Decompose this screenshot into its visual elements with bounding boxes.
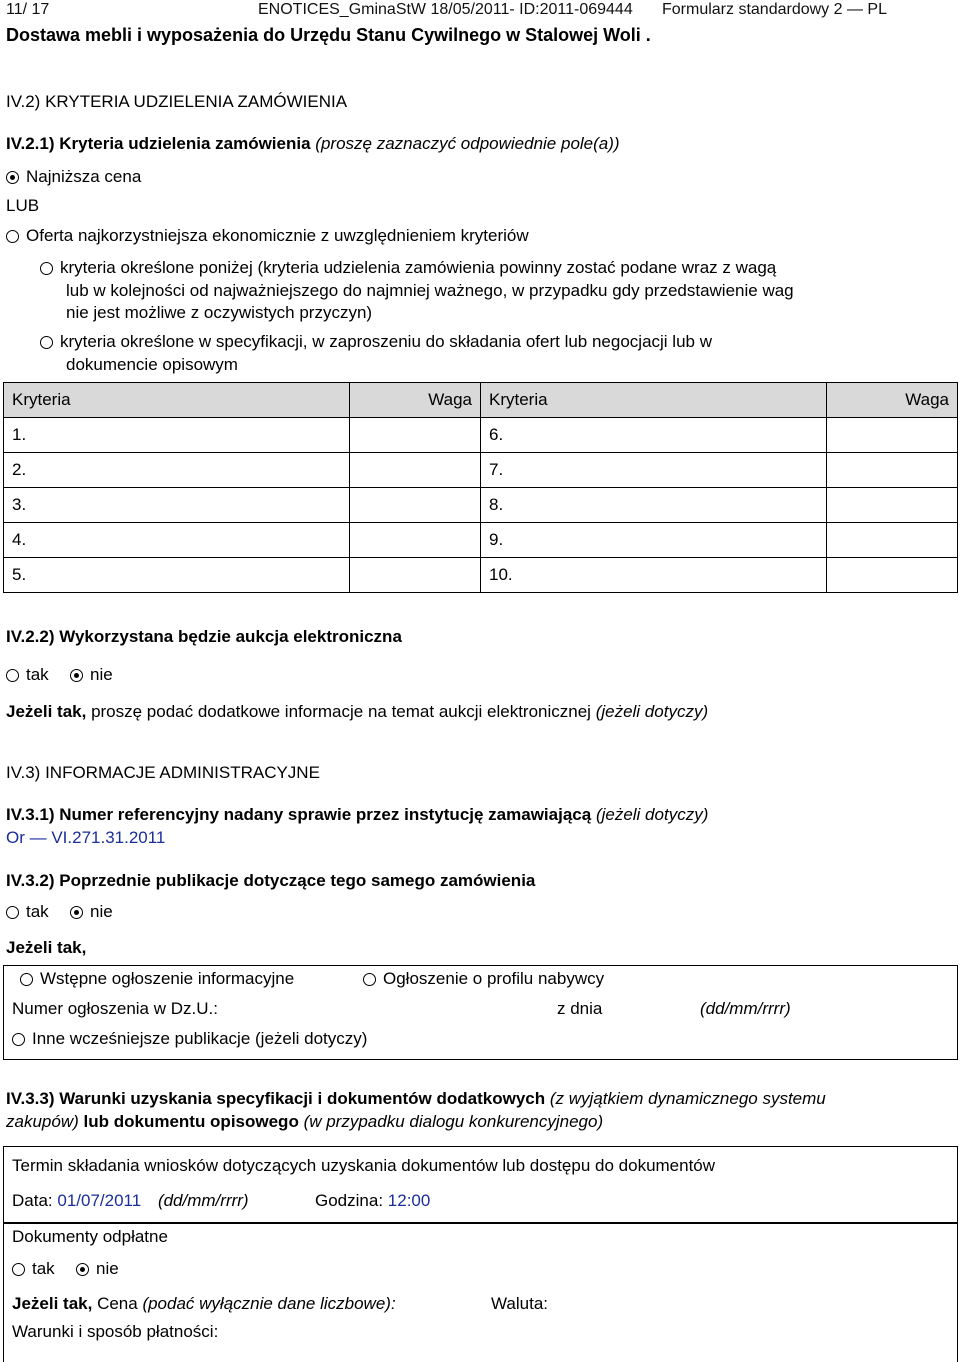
paid-no-label: nie <box>96 1259 119 1278</box>
header-criteria-1: Kryteria <box>4 383 350 418</box>
auction-heading: IV.2.2) Wykorzystana będzie aukcja elektroniczna <box>6 627 402 646</box>
weight-cell <box>350 488 481 523</box>
criteria-cell: 2. <box>4 453 350 488</box>
section-heading-iv2: IV.2) KRYTERIA UDZIELENIA ZAMÓWIENIA <box>6 92 348 111</box>
data-format: (dd/mm/rrrr) <box>157 1191 249 1210</box>
lub-label: LUB <box>6 196 40 215</box>
criteria-cell: 4. <box>4 523 350 558</box>
reference-heading <box>6 805 708 825</box>
paid-yes-label: tak <box>32 1259 55 1278</box>
table-header-row <box>4 383 958 418</box>
option-criteria-below[interactable] <box>40 258 776 278</box>
price-label: Cena <box>97 1294 138 1313</box>
weight-cell <box>827 558 958 593</box>
auction-if-yes-label: Jeżeli tak, <box>6 702 87 721</box>
notice-number-label: Numer ogłoszenia w Dz.U.: <box>12 999 218 1018</box>
time-label: Godzina: <box>315 1191 384 1210</box>
weight-cell <box>827 418 958 453</box>
buyer-profile-label: Ogłoszenie o profilu nabywcy <box>383 969 605 988</box>
criteria-cell: 1. <box>4 418 350 453</box>
criteria-cell: 3. <box>4 488 350 523</box>
table-row <box>4 418 958 453</box>
section-heading-iv3: IV.3) INFORMACJE ADMINISTRACYJNE <box>6 763 320 782</box>
criteria-heading <box>6 134 620 154</box>
header-criteria-2: Kryteria <box>480 383 826 418</box>
radio-unchecked-icon <box>12 1033 25 1046</box>
conditions-heading-label2: lub dokumentu opisowego <box>83 1112 299 1131</box>
paid-no[interactable] <box>76 1259 119 1279</box>
radio-unchecked-icon <box>40 262 53 275</box>
auction-no[interactable] <box>70 665 113 685</box>
table-row <box>4 488 958 523</box>
header-weight-2: Waga <box>827 383 958 418</box>
paid-yes[interactable] <box>12 1259 55 1279</box>
radio-checked-icon <box>6 171 19 184</box>
weight-cell <box>350 558 481 593</box>
criteria-cell: 6. <box>480 418 826 453</box>
weight-cell <box>827 488 958 523</box>
option-criteria-below-line2: lub w kolejności od najważniejszego do najmniej ważnego, w przypadku gdy przedstawienie wag <box>66 281 794 300</box>
radio-unchecked-icon <box>40 336 53 349</box>
criteria-heading-label: IV.2.1) Kryteria udzielenia zamówienia <box>6 134 311 153</box>
table-row <box>4 523 958 558</box>
other-prior-label: Inne wcześniejsze publikacje (jeżeli dotyczy) <box>32 1029 368 1048</box>
criteria-table <box>3 382 958 593</box>
prev-yes-label: tak <box>26 902 49 921</box>
prev-no[interactable] <box>70 902 113 922</box>
criteria-cell: 10. <box>480 558 826 593</box>
time-value: 12:00 <box>387 1191 431 1210</box>
conditions-heading <box>6 1089 826 1109</box>
weight-cell <box>350 523 481 558</box>
table-row <box>4 453 958 488</box>
header-weight-1: Waga <box>350 383 481 418</box>
prev-yes[interactable] <box>6 902 49 922</box>
radio-unchecked-icon <box>363 973 376 986</box>
auction-if-applicable: (jeżeli dotyczy) <box>595 702 709 721</box>
form-type: Formularz standardowy 2 — PL <box>662 1 887 18</box>
prior-info-option[interactable] <box>20 969 294 989</box>
auction-no-label: nie <box>90 665 113 684</box>
criteria-cell: 8. <box>480 488 826 523</box>
criteria-heading-note: (proszę zaznaczyć odpowiednie pole(a)) <box>315 134 620 153</box>
payment-terms-label: Warunki i sposób płatności: <box>12 1322 219 1341</box>
conditions-heading-line2 <box>6 1112 603 1132</box>
doc-title: Dostawa mebli i wyposażenia do Urzędu Stanu Cywilnego w Stalowej Woli . <box>6 25 651 45</box>
option-criteria-below-line3: nie jest możliwe z oczywistych przyczyn) <box>66 303 373 322</box>
auction-yes[interactable] <box>6 665 49 685</box>
previous-publications-heading: IV.3.2) Poprzednie publikacje dotyczące tego samego zamówienia <box>6 871 536 890</box>
auction-yes-label: tak <box>26 665 49 684</box>
price-note: (podać wyłącznie dane liczbowe): <box>142 1294 396 1313</box>
data-label: Data: <box>12 1191 53 1210</box>
option-criteria-spec[interactable] <box>40 332 712 352</box>
weight-cell <box>350 418 481 453</box>
conditions-heading-note2: zakupów) <box>6 1112 79 1131</box>
data-value: 01/07/2011 <box>57 1191 142 1210</box>
radio-unchecked-icon <box>20 973 33 986</box>
conditions-heading-note3: (w przypadku dialogu konkurencyjnego) <box>303 1112 604 1131</box>
option-criteria-spec-label: kryteria określone w specyfikacji, w zaproszeniu do składania ofert lub negocjacji lub w <box>60 332 712 351</box>
prev-if-yes: Jeżeli tak, <box>6 938 87 957</box>
from-date-label: z dnia <box>557 999 603 1018</box>
radio-unchecked-icon <box>12 1263 25 1276</box>
prev-no-label: nie <box>90 902 113 921</box>
currency-label: Waluta: <box>491 1294 549 1313</box>
option-most-advantageous[interactable] <box>6 226 529 246</box>
page-number: 11/ 17 <box>6 1 50 18</box>
option-criteria-below-label: kryteria określone poniżej (kryteria udzielenia zamówienia powinny zostać podane wraz z wagą <box>60 258 777 277</box>
price-if-yes: Jeżeli tak, <box>12 1294 93 1313</box>
option-most-advantageous-label: Oferta najkorzystniejsza ekonomicznie z uwzględnieniem kryteriów <box>26 226 529 245</box>
radio-checked-icon <box>70 906 83 919</box>
table-row <box>4 558 958 593</box>
reference-value: Or — VI.271.31.2011 <box>6 828 166 847</box>
option-lowest-price-label: Najniższa cena <box>26 167 142 186</box>
notice-id: ENOTICES_GminaStW 18/05/2011- ID:2011-069444 <box>258 1 633 18</box>
deadline-label: Termin składania wniosków dotyczących uzyskania dokumentów lub dostępu do dokumentów <box>12 1156 716 1175</box>
reference-heading-label: IV.3.1) Numer referencyjny nadany sprawie przez instytucję zamawiającą <box>6 805 592 824</box>
deadline-date <box>12 1191 249 1211</box>
criteria-cell: 7. <box>480 453 826 488</box>
auction-if-yes <box>6 702 708 722</box>
option-lowest-price[interactable] <box>6 167 141 187</box>
conditions-heading-label: IV.3.3) Warunki uzyskania specyfikacji i dokumentów dodatkowych <box>6 1089 546 1108</box>
criteria-cell: 9. <box>480 523 826 558</box>
paid-docs-label: Dokumenty odpłatne <box>12 1227 168 1246</box>
buyer-profile-option[interactable] <box>363 969 604 989</box>
weight-cell <box>827 453 958 488</box>
weight-cell <box>350 453 481 488</box>
weight-cell <box>827 523 958 558</box>
auction-if-yes-text: proszę podać dodatkowe informacje na temat aukcji elektronicznej <box>91 702 591 721</box>
criteria-cell: 5. <box>4 558 350 593</box>
date-format-label: (dd/mm/rrrr) <box>700 999 791 1018</box>
deadline-time <box>315 1191 430 1211</box>
radio-unchecked-icon <box>6 906 19 919</box>
reference-if-applicable: (jeżeli dotyczy) <box>595 805 709 824</box>
radio-unchecked-icon <box>6 230 19 243</box>
radio-checked-icon <box>70 669 83 682</box>
option-criteria-spec-line2: dokumencie opisowym <box>66 355 238 374</box>
prior-info-label: Wstępne ogłoszenie informacyjne <box>40 969 295 988</box>
other-prior-option[interactable] <box>12 1029 367 1049</box>
radio-unchecked-icon <box>6 669 19 682</box>
price-line <box>12 1294 396 1314</box>
conditions-heading-note: (z wyjątkiem dynamicznego systemu <box>549 1089 826 1108</box>
radio-checked-icon <box>76 1263 89 1276</box>
